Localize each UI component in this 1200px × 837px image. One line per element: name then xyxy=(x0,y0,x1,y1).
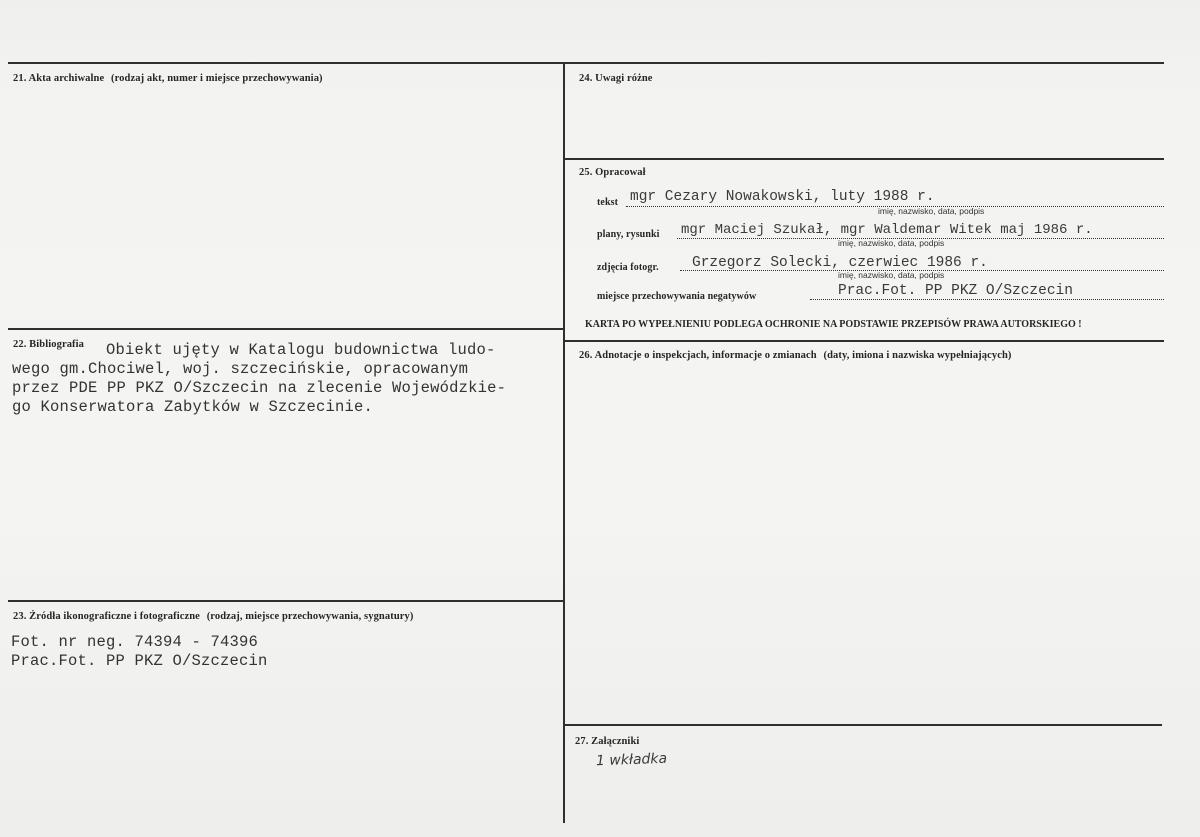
section22-label: 22. Bibliografia xyxy=(13,339,85,350)
row-text-label: tekst xyxy=(597,197,619,208)
row-negatives-value: Prac.Fot. PP PKZ O/Szczecin xyxy=(838,283,1073,299)
copyright-notice: KARTA PO WYPEŁNIENIU PODLEGA OCHRONIE NA PODSTAWIE PRZEPISÓW PRAWA AUTORSKIEGO ! xyxy=(585,319,1082,330)
row-plans-value: mgr Maciej Szukał, mgr Waldemar Witek maj 1986 r. xyxy=(681,222,1093,238)
section21-subtitle: (rodzaj akt, numer i miejsce przechowywania) xyxy=(111,73,323,84)
row-text-value: mgr Cezary Nowakowski, luty 1988 r. xyxy=(630,189,935,205)
top-rule xyxy=(8,62,1164,64)
section25-label: 25. Opracował xyxy=(579,167,646,178)
rule-21-22 xyxy=(8,328,564,330)
section21-label xyxy=(13,73,323,84)
row-photos-value: Grzegorz Solecki, czerwiec 1986 r. xyxy=(692,255,988,271)
center-divider xyxy=(563,63,565,823)
section26-label xyxy=(579,350,1012,361)
row-photos-caption: imię, nazwisko, data, podpis xyxy=(838,270,945,280)
row-negatives-dots xyxy=(810,299,1164,300)
row-negatives-label: miejsce przechowywania negatywów xyxy=(597,291,757,302)
rule-25-26 xyxy=(564,340,1164,342)
rule-24-25 xyxy=(564,158,1164,160)
row-text-caption: imię, nazwisko, data, podpis xyxy=(878,206,985,216)
rule-22-23 xyxy=(8,600,564,602)
section27-label: 27. Załączniki xyxy=(575,736,640,747)
row-photos-label: zdjęcia fotogr. xyxy=(597,262,659,273)
row-plans-label: plany, rysunki xyxy=(597,229,660,240)
section23-subtitle: (rodzaj, miejsce przechowywania, sygnatury) xyxy=(206,611,414,622)
rule-26-27 xyxy=(564,724,1162,726)
section21-title: 21. Akta archiwalne xyxy=(13,73,105,84)
row-plans-caption: imię, nazwisko, data, podpis xyxy=(838,238,945,248)
attachments-handwritten-note: 1 wkładka xyxy=(595,750,668,770)
section24-label: 24. Uwagi różne xyxy=(579,73,653,84)
bibliography-text: Obiekt ujęty w Katalogu budownictwa ludo- wego gm.Chociwel, woj. szczecińskie, opracowanym przez PDE PP PKZ O/Szczecin na zlecenie Wojewódzkie- go Konserwatora Zabytków w Szczecinie. xyxy=(12,341,507,416)
section23-label xyxy=(13,611,413,622)
iconographic-sources-text: Fot. nr neg. 74394 - 74396 Prac.Fot. PP PKZ O/Szczecin xyxy=(11,633,268,670)
section26-title: 26. Adnotacje o inspekcjach, informacje o zmianach xyxy=(579,350,817,361)
section26-subtitle: (daty, imiona i nazwiska wypełniających) xyxy=(823,350,1012,361)
section23-title: 23. Źródła ikonograficzne i fotograficzne xyxy=(13,611,200,622)
